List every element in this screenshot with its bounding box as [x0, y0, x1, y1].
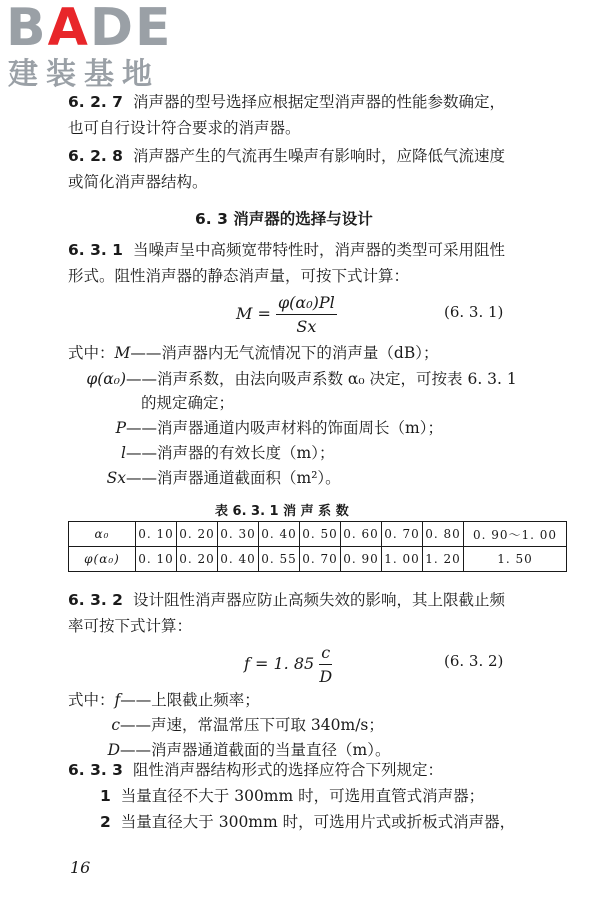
- clause-6-2-8-cont: 或简化消声器结构。: [68, 173, 208, 191]
- where-label: 式中：: [68, 691, 115, 709]
- equation-number: (6. 3. 2): [444, 652, 504, 670]
- table-cell: 0. 70: [300, 547, 341, 572]
- symbol: Sx: [106, 469, 126, 487]
- definition-c: [68, 713, 384, 735]
- logo-subtitle: 建装基地: [8, 57, 160, 92]
- clause-6-3-2: [68, 593, 505, 609]
- table-cell: 0. 50: [300, 522, 341, 547]
- symbol: P: [115, 419, 126, 437]
- definition-Sx: [68, 466, 341, 488]
- clause-6-3-1-cont: 形式。阻性消声器的静态消声量，可按下式计算：: [68, 267, 410, 285]
- definition-text: ——声速，常温常压下可取 340m/s；: [120, 716, 384, 734]
- table-cell: 0. 60: [341, 522, 382, 547]
- equation-numerator: c: [319, 643, 332, 665]
- list-item-number: 2: [100, 813, 111, 831]
- symbol: l: [121, 444, 126, 462]
- clause-text: 设计阻性消声器应防止高频失效的影响，其上限截止频: [132, 591, 505, 609]
- clause-6-3-3: [68, 763, 443, 779]
- list-item: [100, 789, 484, 805]
- equation-denominator: D: [319, 667, 333, 686]
- section-heading: 6. 3 消声器的选择与设计: [195, 210, 373, 228]
- definition-text: ——消声器通道内吸声材料的饰面周长（m）；: [126, 419, 443, 437]
- symbol: f: [114, 691, 121, 709]
- list-item-text: 当量直径大于 300mm 时，可选用片式或折板式消声器，: [120, 813, 516, 831]
- clause-6-2-7: [68, 95, 505, 111]
- table-cell: 0. 40: [259, 522, 300, 547]
- clause-6-2-8: [68, 149, 505, 165]
- equation-lhs: f = 1. 85: [244, 654, 320, 673]
- table-cell: 0. 40: [218, 547, 259, 572]
- equation-6-3-2: [244, 643, 332, 686]
- equation-denominator: Sx: [296, 317, 317, 336]
- equation-numerator: φ(α₀)Pl: [276, 293, 337, 315]
- where-label: 式中：: [68, 344, 115, 362]
- table-cell: 1. 20: [423, 547, 464, 572]
- clause-6-3-2-cont: 率可按下式计算：: [68, 617, 193, 635]
- clause-number: 6. 2. 8: [68, 147, 123, 165]
- definition-f: [68, 688, 260, 710]
- definition-text: ——消声器内无气流情况下的消声量（dB）；: [130, 344, 439, 362]
- list-item-text: 当量直径不大于 300mm 时，可选用直管式消声器；: [120, 787, 485, 805]
- symbol: φ(α₀): [86, 370, 126, 388]
- equation-lhs: M =: [236, 304, 276, 323]
- clause-6-2-7-cont: 也可自行设计符合要求的消声器。: [68, 119, 301, 137]
- table-cell: 0. 80: [423, 522, 464, 547]
- clause-6-3-1: [68, 243, 505, 259]
- equation-fraction: [319, 643, 332, 686]
- table-row: [69, 522, 567, 547]
- table-row-label: φ(α₀): [69, 547, 136, 572]
- clause-number: 6. 2. 7: [68, 93, 123, 111]
- table-cell: 0. 10: [136, 547, 177, 572]
- definition-text: ——消声器通道截面的当量直径（m）。: [120, 741, 391, 759]
- table-cell: 0. 90: [341, 547, 382, 572]
- clause-text: 消声器的型号选择应根据定型消声器的性能参数确定，: [132, 93, 505, 111]
- definition-D: [68, 738, 390, 760]
- clause-text: 当噪声呈中高频宽带特性时，消声器的类型可采用阻性: [132, 241, 505, 259]
- page-number: 16: [70, 858, 91, 877]
- table-row: [69, 547, 567, 572]
- definition-text: ——消声系数，由法向吸声系数 α₀ 决定，可按表 6. 3. 1: [126, 370, 517, 388]
- definition-text: ——上限截止频率；: [120, 691, 260, 709]
- clause-number: 6. 3. 3: [68, 761, 123, 779]
- table-row-label: α₀: [69, 522, 136, 547]
- list-item: [100, 815, 515, 831]
- clause-text: 阻性消声器结构形式的选择应符合下列规定：: [132, 761, 443, 779]
- definition-text: ——消声器通道截面积（m²）。: [126, 469, 341, 487]
- table-cell: 0. 70: [382, 522, 423, 547]
- symbol: c: [111, 716, 120, 734]
- clause-text: 消声器产生的气流再生噪声有影响时，应降低气流速度: [132, 147, 505, 165]
- table-caption: 表 6. 3. 1 消 声 系 数: [215, 504, 349, 519]
- definition-phi: [68, 367, 517, 389]
- table-cell: 1. 00: [382, 547, 423, 572]
- table-cell: 0. 20: [177, 522, 218, 547]
- symbol: M: [114, 344, 131, 362]
- table-cell: 1. 50: [464, 547, 567, 572]
- symbol: D: [107, 741, 120, 759]
- table-cell: 0. 55: [259, 547, 300, 572]
- table-cell: 0. 90～1. 00: [464, 522, 567, 547]
- logo-wordmark: BADE: [6, 0, 173, 58]
- definition-P: [68, 416, 443, 438]
- table-cell: 0. 30: [218, 522, 259, 547]
- sound-attenuation-table: [68, 521, 567, 572]
- table-cell: 0. 20: [177, 547, 218, 572]
- clause-number: 6. 3. 2: [68, 591, 123, 609]
- equation-6-3-1: [236, 293, 337, 336]
- definition-l: [68, 441, 334, 463]
- clause-number: 6. 3. 1: [68, 241, 123, 259]
- definition-text: ——消声器的有效长度（m）；: [126, 444, 335, 462]
- definition-phi-cont: 的规定确定；: [141, 394, 235, 412]
- equation-fraction: [276, 293, 337, 336]
- table-cell: 0. 10: [136, 522, 177, 547]
- list-item-number: 1: [100, 787, 111, 805]
- definition-M: [68, 341, 438, 363]
- equation-number: (6. 3. 1): [444, 303, 504, 321]
